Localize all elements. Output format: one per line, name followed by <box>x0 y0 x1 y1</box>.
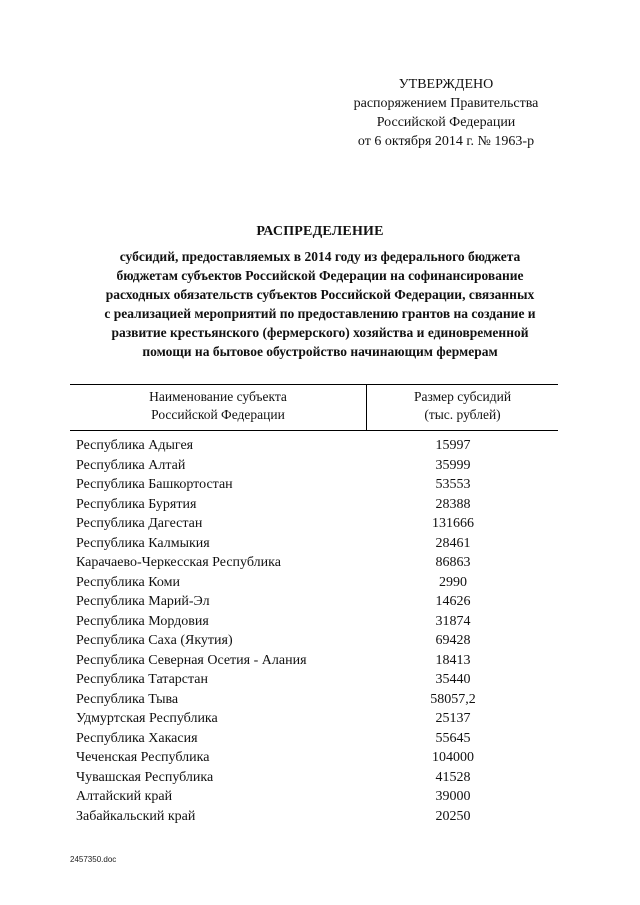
subsidy-amount: 14626 <box>435 594 471 609</box>
column-header-name <box>70 388 366 424</box>
table-row <box>76 709 556 729</box>
subsidy-amount: 39000 <box>435 789 471 804</box>
table-row <box>76 456 556 476</box>
table-row <box>76 670 556 690</box>
approval-block <box>330 75 562 151</box>
subtitle-line: с реализацией мероприятий по предоставлению грантов на создание и <box>104 306 536 321</box>
table-row <box>76 631 556 651</box>
table-row <box>76 807 556 827</box>
table-row <box>76 729 556 749</box>
subject-name: Республика Мордовия <box>76 613 209 629</box>
approval-line: распоряжением Правительства <box>353 96 539 111</box>
table-row <box>76 495 556 515</box>
subject-name: Республика Алтай <box>76 457 186 473</box>
approval-heading: УТВЕРЖДЕНО <box>398 77 494 92</box>
subject-name: Республика Тыва <box>76 691 179 707</box>
subsidy-amount: 55645 <box>435 730 471 746</box>
file-code: 2457350.doc <box>70 855 117 864</box>
table-header <box>70 384 558 431</box>
subject-name: Республика Татарстан <box>76 672 209 687</box>
subsidy-amount: 2990 <box>439 574 467 590</box>
subsidy-amount: 18413 <box>435 652 471 668</box>
subtitle-line: помощи на бытовое обустройство начинающим фермерам <box>142 344 498 359</box>
subtitle-line: бюджетам субъектов Российской Федерации на софинансирование <box>116 268 524 283</box>
subsidy-amount: 58057,2 <box>430 691 476 707</box>
approval-line: Российской Федерации <box>376 115 516 130</box>
table-row <box>76 651 556 671</box>
subtitle-line: расходных обязательств субъектов Российской Федерации, связанных <box>105 287 535 302</box>
subject-name: Республика Калмыкия <box>76 535 210 551</box>
subsidy-amount: 35999 <box>435 457 471 473</box>
table-row <box>76 436 556 456</box>
subsidy-amount: 86863 <box>435 555 471 570</box>
subject-name: Забайкальский край <box>76 808 196 824</box>
subsidy-amount: 20250 <box>435 808 471 824</box>
table-row <box>76 690 556 710</box>
column-header-name-line: Российской Федерации <box>151 407 285 422</box>
subject-name: Чеченская Республика <box>76 750 210 765</box>
subject-name: Республика Дагестан <box>76 516 203 531</box>
table-row <box>76 787 556 807</box>
subtitle-line: развитие крестьянского (фермерского) хозяйства и единовременной <box>111 325 529 340</box>
approval-date: от 6 октября 2014 г. № 1963-р <box>357 134 535 149</box>
subsidy-amount: 131666 <box>432 516 474 531</box>
table-row <box>76 592 556 612</box>
subsidy-amount: 35440 <box>435 672 471 687</box>
subject-name: Республика Марий-Эл <box>76 594 210 609</box>
subtitle-line: субсидий, предоставляемых в 2014 году из федерального бюджета <box>119 249 521 264</box>
subject-name: Чувашская Республика <box>76 769 214 785</box>
subsidy-amount: 104000 <box>432 750 474 765</box>
subject-name: Республика Бурятия <box>76 496 197 512</box>
table-row <box>76 748 556 768</box>
table-row <box>76 768 556 788</box>
column-header-name-line: Наименование субъекта <box>149 389 287 404</box>
document-title: РАСПРЕДЕЛЕНИЕ <box>256 224 384 239</box>
subject-name: Карачаево-Черкесская Республика <box>76 555 281 570</box>
subject-name: Республика Хакасия <box>76 730 198 746</box>
table-row <box>76 475 556 495</box>
subject-name: Республика Саха (Якутия) <box>76 633 233 648</box>
subsidy-amount: 15997 <box>435 438 471 453</box>
subsidy-amount: 28461 <box>435 535 471 551</box>
subsidy-amount: 53553 <box>435 477 471 492</box>
subject-name: Республика Северная Осетия - Алания <box>76 652 307 668</box>
column-header-amount-line: Размер субсидий <box>413 389 512 404</box>
table-row <box>76 612 556 632</box>
column-header-amount-line: (тыс. рублей) <box>424 407 501 422</box>
subsidy-amount: 69428 <box>435 633 471 648</box>
subject-name: Удмуртская Республика <box>76 711 218 726</box>
table-body <box>76 436 556 826</box>
table-row <box>76 573 556 593</box>
document-subtitle <box>60 247 580 361</box>
table-row <box>76 553 556 573</box>
subject-name: Алтайский край <box>76 789 173 804</box>
subject-name: Республика Коми <box>76 574 180 590</box>
subsidy-amount: 41528 <box>435 769 471 785</box>
table-row <box>76 514 556 534</box>
column-header-amount <box>367 388 558 424</box>
subsidy-amount: 31874 <box>435 613 471 629</box>
subject-name: Республика Башкортостан <box>76 477 233 492</box>
subsidy-amount: 25137 <box>435 711 471 726</box>
subsidy-amount: 28388 <box>435 496 471 512</box>
subject-name: Республика Адыгея <box>76 438 194 453</box>
table-row <box>76 534 556 554</box>
